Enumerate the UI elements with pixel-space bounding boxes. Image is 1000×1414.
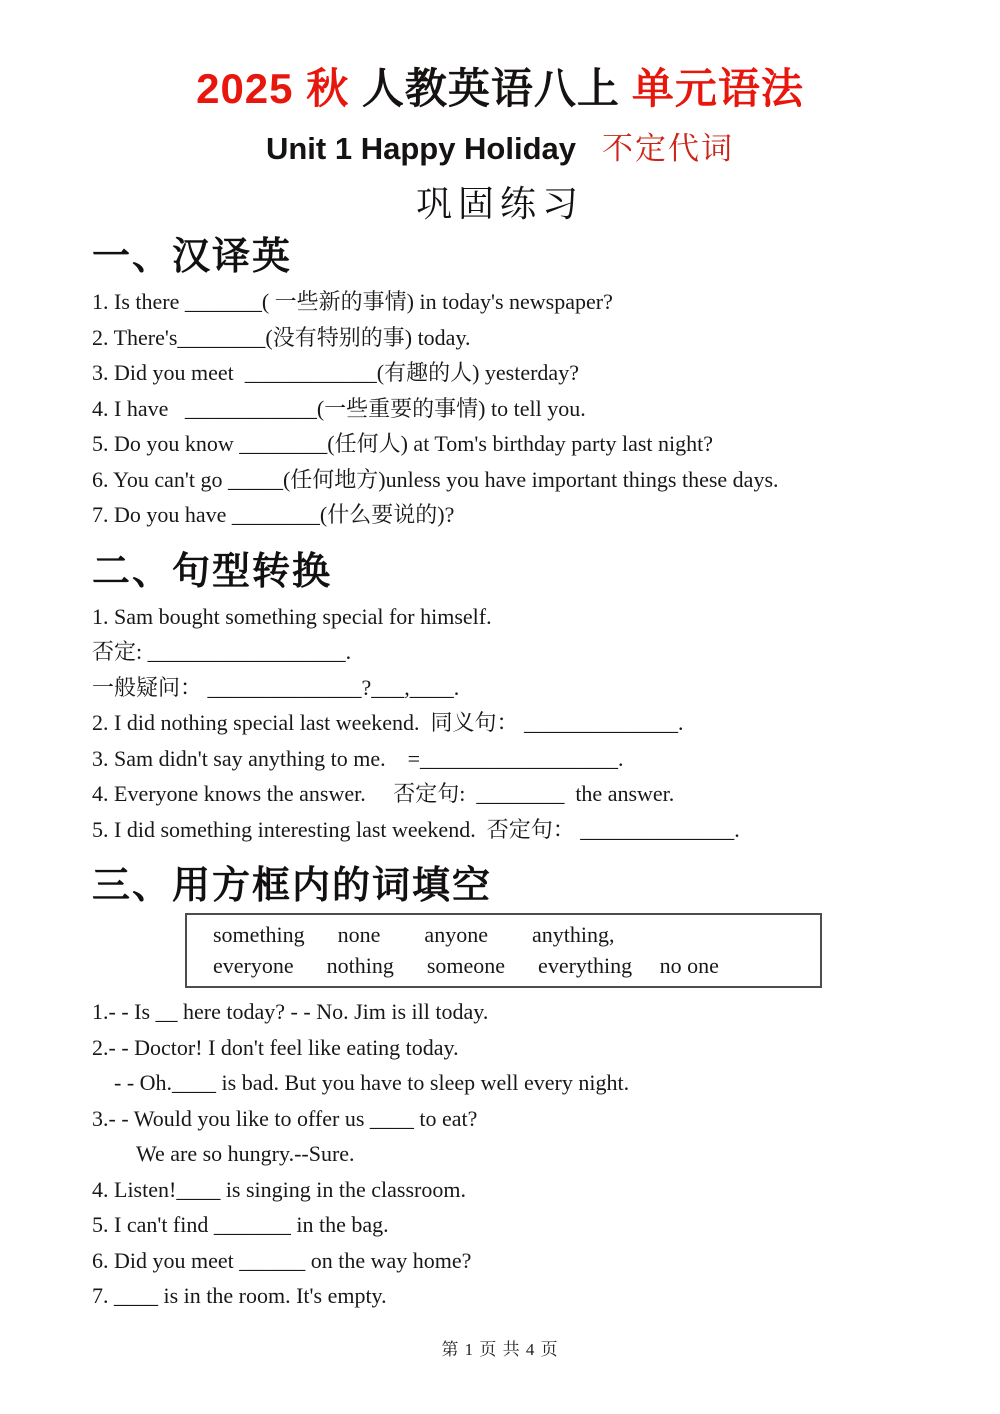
- exercise-item: 2.- - Doctor! I don't feel like eating today.: [92, 1034, 459, 1060]
- title-course-name: 人教英语八上: [361, 65, 620, 112]
- exercise-item: 6. You can't go _____(任何地方)unless you have important things these days.: [92, 466, 779, 492]
- exercise-item: 7. Do you have ________(什么要说的)?: [92, 502, 455, 527]
- exercise-item: 2. I did nothing special last weekend. 同义句： ______________.: [92, 710, 684, 735]
- page-footer: [0, 1335, 1000, 1360]
- word-box-row: something none anyone anything,: [213, 922, 615, 947]
- title-year-term: 2025 秋: [196, 65, 350, 112]
- exercise-item: 1.- - Is __ here today? - - No. Jim is ill today.: [92, 999, 489, 1024]
- exercise-item: 一般疑问： ______________?___,____.: [92, 674, 460, 700]
- section-sentence-transformation: [92, 549, 930, 848]
- unit-subtitle: [0, 130, 1000, 168]
- exercise-item: 否定: __________________.: [92, 639, 352, 664]
- grammar-topic: 不定代词: [602, 131, 735, 166]
- word-box-row: everyone nothing someone everything no one: [213, 953, 719, 978]
- page-number: 第 1 页 共 4 页: [441, 1340, 559, 1359]
- exercise-item: 3. Sam didn't say anything to me. =__________________.: [92, 745, 624, 771]
- exercise-item: - - Oh.____ is bad. But you have to sleep well every night.: [92, 1070, 630, 1095]
- exercise-item: We are so hungry.--Sure.: [92, 1141, 355, 1166]
- section-title: 一、汉译英: [92, 236, 293, 278]
- exercise-item: 5. I can't find _______ in the bag.: [92, 1212, 389, 1237]
- exercise-item: 4. I have ____________(一些重要的事情) to tell you.: [92, 395, 586, 421]
- worksheet-body: [0, 234, 1000, 1314]
- exercise-item: 3. Did you meet ____________(有趣的人) yesterday?: [92, 360, 579, 385]
- exercise-item: 5. Do you know ________(任何人) at Tom's birthday party last night?: [92, 431, 714, 456]
- exercise-item: 5. I did something interesting last weekend. 否定句： ______________.: [92, 816, 740, 842]
- unit-title: Unit 1 Happy Holiday: [265, 131, 577, 166]
- section-fill-in-blanks: [92, 863, 930, 1314]
- section-title: 三、用方框内的词填空: [92, 865, 493, 907]
- exercise-item: 4. Everyone knows the answer. 否定句: ________ the answer.: [92, 781, 675, 806]
- section-title: 二、句型转换: [92, 550, 333, 593]
- exercise-item: 3.- - Would you like to offer us ____ to eat?: [92, 1105, 478, 1131]
- exercise-item: 2. There's________(没有特别的事) today.: [92, 324, 471, 350]
- page-title: [0, 64, 1000, 114]
- exercise-item: 1. Sam bought something special for himself.: [92, 603, 492, 629]
- title-topic: 单元语法: [631, 65, 804, 112]
- exercise-item: 7. ____ is in the room. It's empty.: [92, 1283, 387, 1308]
- exercise-item: 1. Is there _______( 一些新的事情) in today's newspaper?: [92, 289, 613, 314]
- practice-heading: 巩固练习: [415, 184, 584, 224]
- word-box: [185, 913, 822, 988]
- exercise-item: 4. Listen!____ is singing in the classroom.: [92, 1176, 466, 1202]
- exercise-item: 6. Did you meet ______ on the way home?: [92, 1247, 472, 1273]
- page-header: [0, 0, 1000, 226]
- section-translation: [92, 234, 930, 533]
